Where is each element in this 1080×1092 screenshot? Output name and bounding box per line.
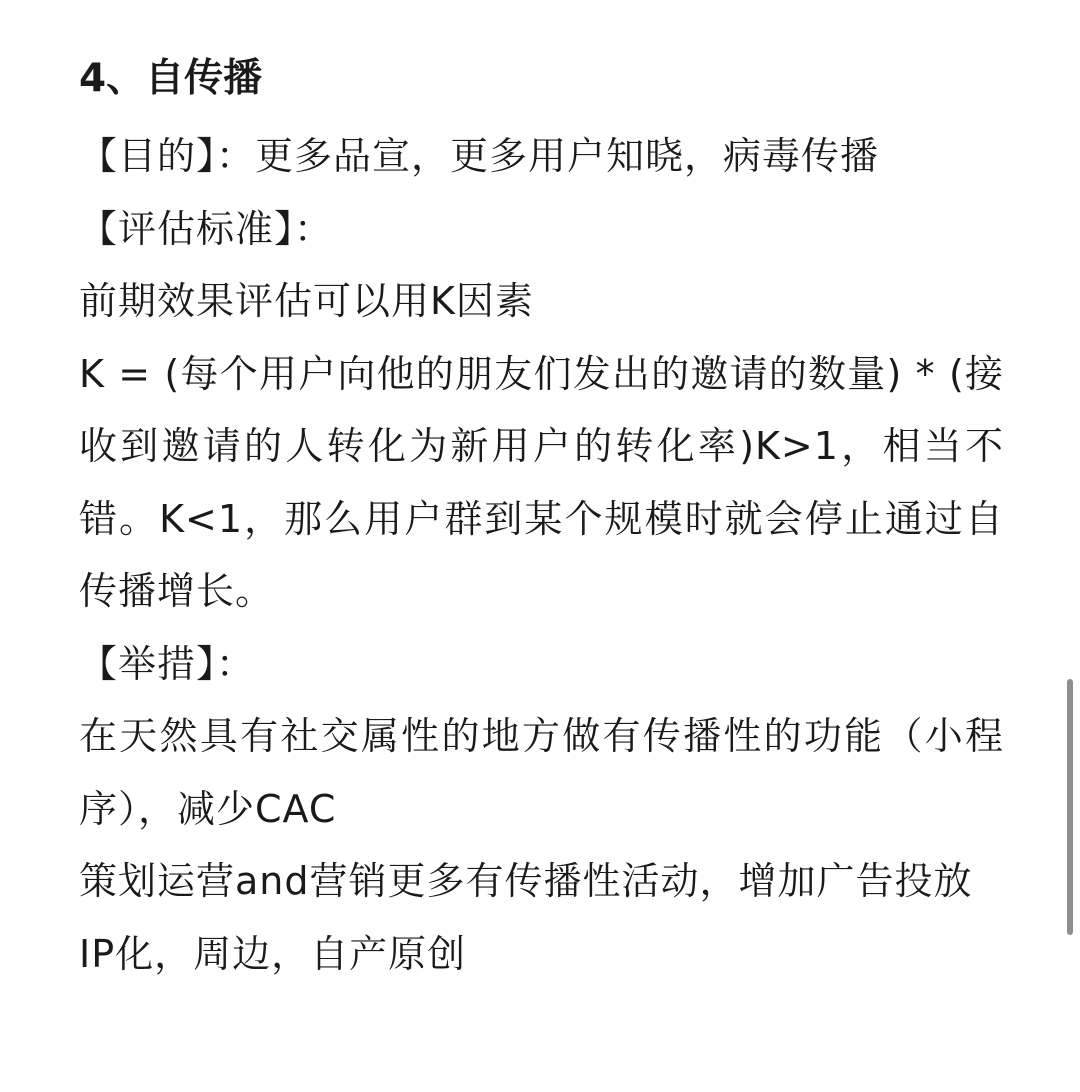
purpose-text: 【目的】：更多品宣，更多用户知晓，病毒传播 [79,134,880,178]
measure-item: IP化，周边，自产原创 [79,931,467,976]
criteria-label: 【评估标准】： [79,206,334,251]
criteria-intro: 前期效果评估可以用K因素 [79,279,534,323]
k-factor-formula: K = (每个用户向他的朋友们发出的邀请的数量) * (接收到邀请的人转化为新用户的转化率)K>1，相当不错。K<1，那么用户群到某个规模时就会停止通过自传播增长。 [79,351,1004,613]
measure-item: 策划运营and营销更多有传播性活动，增加广告投放 [79,859,973,903]
vertical-scrollbar[interactable] [1067,679,1073,935]
measures-label: 【举措】： [79,641,256,686]
section-heading: 4、自传播 [79,56,263,101]
measure-item: 在天然具有社交属性的地方做有传播性的功能（小程序），减少CAC [79,714,1004,831]
article-content [79,50,1004,990]
